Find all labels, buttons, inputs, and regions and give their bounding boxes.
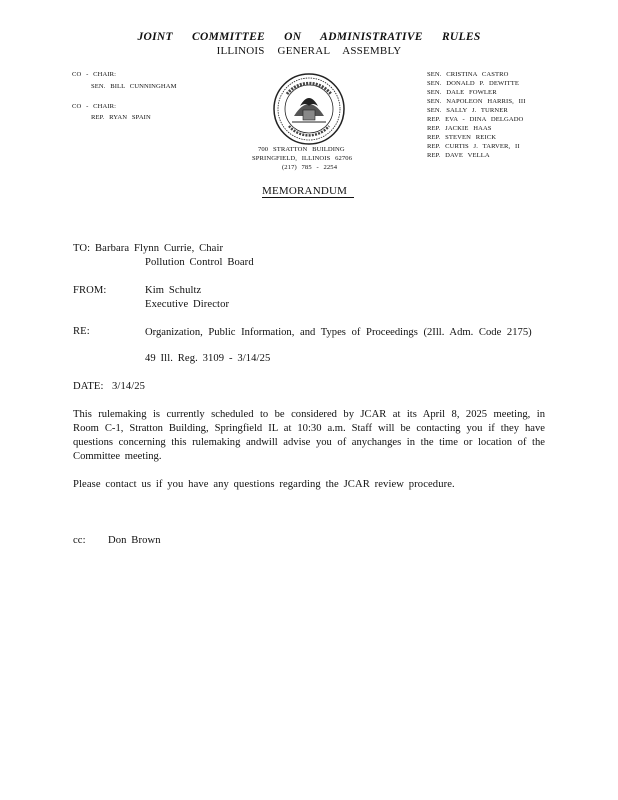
cc-label: cc: (73, 535, 86, 546)
member-5: SEN. SALLY J. TURNER (427, 107, 508, 114)
re-subject: Organization, Public Information, and Types of Proceedings (2Ill. Adm. Code 2175) (145, 327, 532, 338)
from-title: Executive Director (145, 299, 230, 310)
address-city: SPRINGFIELD, ILLINOIS 62706 (252, 155, 353, 162)
co-chair-title-1: CO - CHAIR: (72, 71, 117, 78)
member-6: REP. EVA - DINA DELGADO (427, 116, 524, 123)
member-3: SEN. DALE FOWLER (427, 89, 497, 96)
member-10: REP. DAVE VELLA (427, 152, 490, 159)
address-street: 700 STRATTON BUILDING (258, 146, 345, 153)
address-phone: (217) 785 - 2254 (282, 164, 338, 171)
date-value: 3/14/25 (112, 381, 146, 392)
co-chair-name-2: REP. RYAN SPAIN (91, 114, 151, 121)
to-org: Pollution Control Board (145, 257, 254, 268)
memo-heading: MEMORANDUM (262, 185, 348, 197)
memo-heading-underline (262, 197, 354, 198)
to-name: Barbara Flynn Currie, Chair (95, 243, 224, 254)
from-label: FROM: (73, 285, 107, 296)
co-chair-name-1: SEN. BILL CUNNINGHAM (91, 83, 177, 90)
to-label: TO: (73, 243, 91, 254)
member-8: REP. STEVEN REICK (427, 134, 497, 141)
member-9: REP. CURTIS J. TARVER, II (427, 143, 520, 150)
member-7: REP. JACKIE HAAS (427, 125, 492, 132)
state-seal-icon (272, 72, 346, 146)
assembly-title: ILLINOIS GENERAL ASSEMBLY (216, 45, 402, 57)
re-citation: 49 Ill. Reg. 3109 - 3/14/25 (145, 353, 271, 364)
co-chair-title-2: CO - CHAIR: (72, 103, 117, 110)
from-name: Kim Schultz (145, 285, 202, 296)
member-4: SEN. NAPOLEON HARRIS, III (427, 98, 526, 105)
committee-title: JOINT COMMITTEE ON ADMINISTRATIVE RULES (137, 31, 481, 43)
body-paragraph-2: Please contact us if you have any questions regarding the JCAR review procedure. (73, 479, 455, 490)
member-2: SEN. DONALD P. DEWITTE (427, 80, 519, 87)
re-label: RE: (73, 326, 90, 337)
member-1: SEN. CRISTINA CASTRO (427, 71, 509, 78)
date-label: DATE: (73, 381, 104, 392)
body-paragraph-1: This rulemaking is currently scheduled to be considered by JCAR at its April 8, 2025 meeting, in Room C-1, Stratton Building, Springfield IL at 10:30 a.m. Staff will be contacting you if they have questions concerning this rulemaking andwill advise you of anychanges in the time or location of the Committee meeting. (73, 409, 545, 462)
cc-name: Don Brown (108, 535, 161, 546)
